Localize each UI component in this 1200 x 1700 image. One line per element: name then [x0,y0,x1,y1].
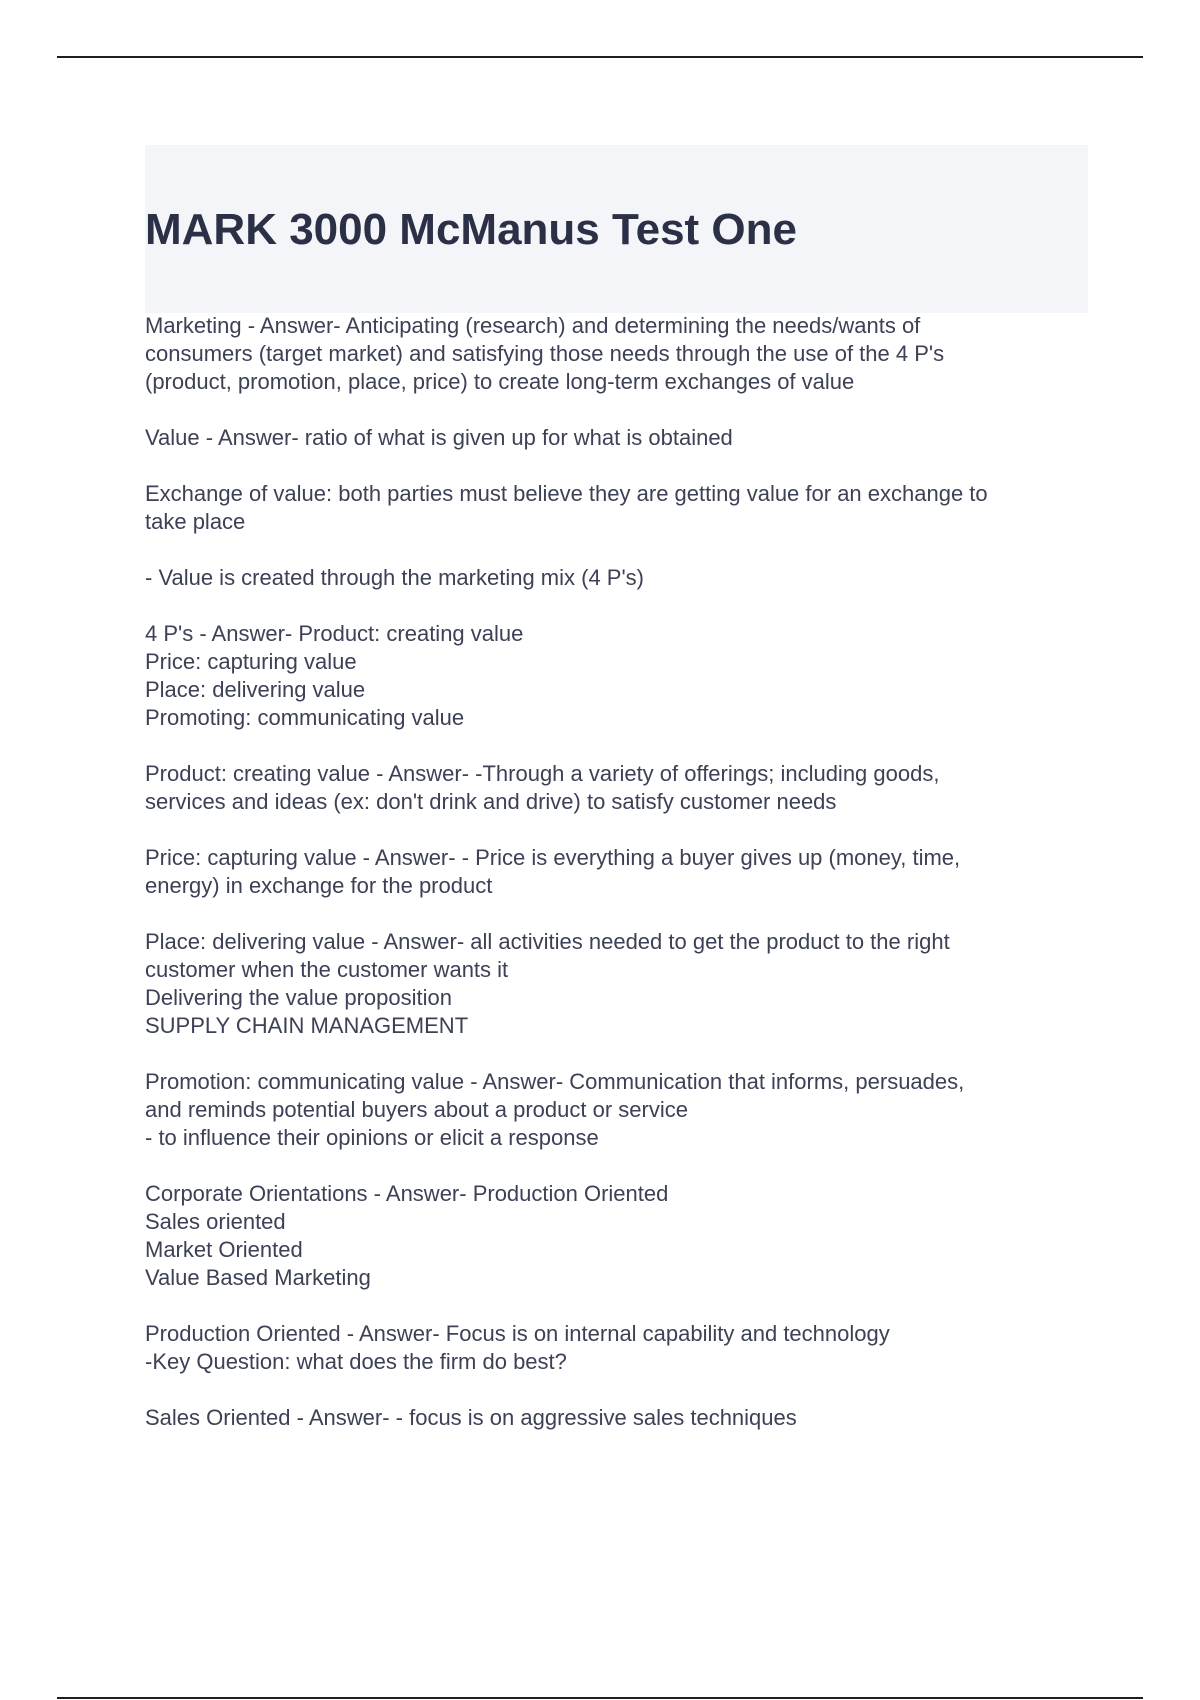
text-line: -Key Question: what does the firm do best? [145,1349,567,1374]
top-rule [57,56,1143,58]
text-line: SUPPLY CHAIN MANAGEMENT [145,1013,469,1038]
entry-place [145,928,1090,1040]
text-line: Market Oriented [145,1237,303,1262]
entry-text [145,928,1090,1040]
text-line: Promotion: communicating value - Answer- Communication that informs, persuades, [145,1069,965,1094]
text-line: Delivering the value proposition [145,985,452,1010]
text-line: and reminds potential buyers about a product or service [145,1097,688,1122]
text-line: services and ideas (ex: don't drink and drive) to satisfy customer needs [145,789,837,814]
text-line: Exchange of value: both parties must believe they are getting value for an exchange to [145,481,988,506]
entry-marketing [145,312,1090,396]
text-line: customer when the customer wants it [145,957,509,982]
entry-text [145,844,1090,900]
text-line: - Value is created through the marketing mix (4 P's) [145,565,645,590]
entry-text [145,424,1090,452]
text-line: Sales Oriented - Answer- - focus is on aggressive sales techniques [145,1405,797,1430]
entry-text [145,312,1090,396]
entry-promotion [145,1068,1090,1152]
entry-price [145,844,1090,900]
entry-text [145,1180,1090,1292]
text-line: take place [145,509,246,534]
text-line: energy) in exchange for the product [145,873,493,898]
text-line: (product, promotion, place, price) to create long-term exchanges of value [145,369,855,394]
text-line: Product: creating value - Answer- -Through a variety of offerings; including goods, [145,761,940,786]
entry-text [145,564,1090,592]
bottom-rule [57,1697,1143,1699]
entry-4ps [145,620,1090,732]
entry-text [145,1068,1090,1152]
entry-text [145,760,1090,816]
document-body [145,312,1090,1460]
text-line: Marketing - Answer- Anticipating (research) and determining the needs/wants of [145,313,921,338]
entry-exchange-of-value [145,480,1090,536]
text-line: Place: delivering value [145,677,366,702]
entry-text [145,620,1090,732]
text-line: Sales oriented [145,1209,286,1234]
entry-product [145,760,1090,816]
text-line: - to influence their opinions or elicit a response [145,1125,599,1150]
text-line: Promoting: communicating value [145,705,465,730]
entry-value [145,424,1090,452]
text-line: Value - Answer- ratio of what is given up for what is obtained [145,425,733,450]
entry-text [145,480,1090,536]
text-line: consumers (target market) and satisfying those needs through the use of the 4 P's [145,341,945,366]
entry-text [145,1320,1090,1376]
entry-sales-oriented [145,1404,1090,1432]
text-line: Corporate Orientations - Answer- Production Oriented [145,1181,669,1206]
text-line: Place: delivering value - Answer- all activities needed to get the product to the right [145,929,950,954]
entry-corporate-orientations [145,1180,1090,1292]
text-line: Production Oriented - Answer- Focus is on internal capability and technology [145,1321,890,1346]
entry-production-oriented [145,1320,1090,1376]
text-line: 4 P's - Answer- Product: creating value [145,621,524,646]
entry-text [145,1404,1090,1432]
entry-value-created [145,564,1090,592]
document-title: MARK 3000 McManus Test One [145,205,798,254]
text-line: Value Based Marketing [145,1265,371,1290]
text-line: Price: capturing value [145,649,357,674]
text-line: Price: capturing value - Answer- - Price is everything a buyer gives up (money, time, [145,845,961,870]
